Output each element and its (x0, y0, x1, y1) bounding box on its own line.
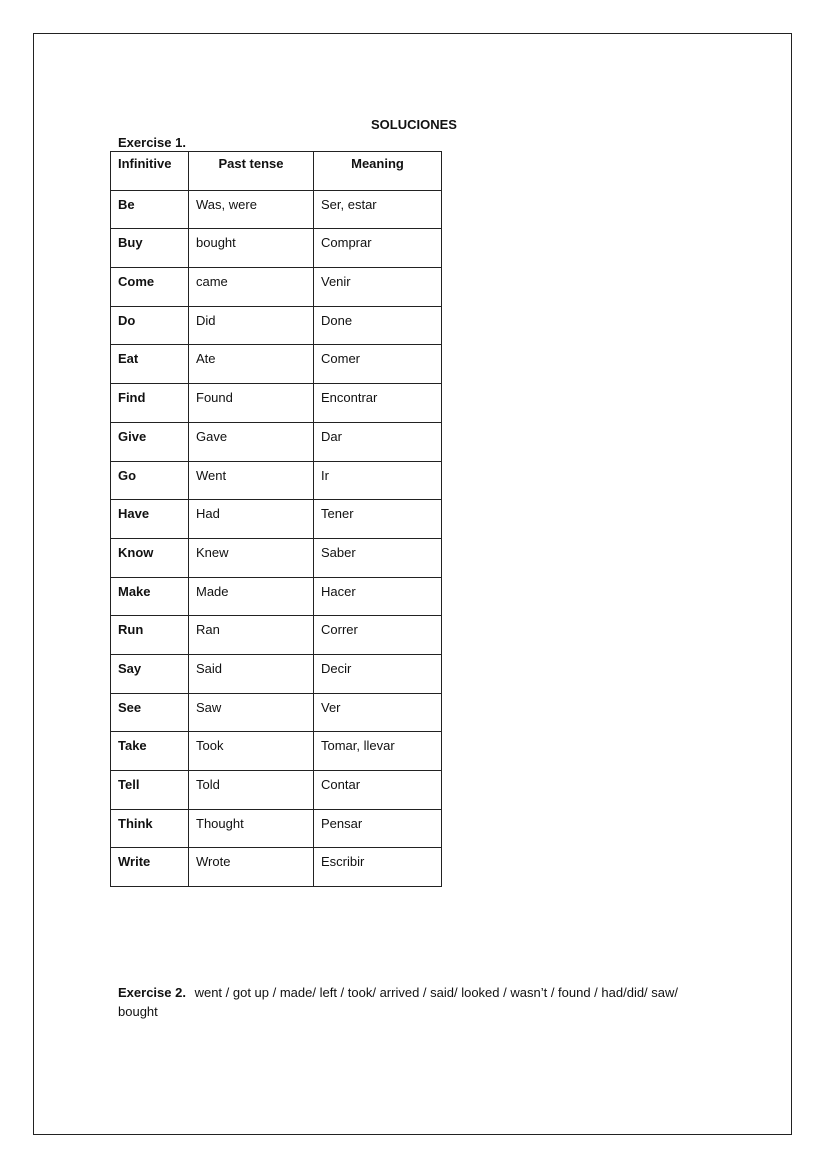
table-row (111, 616, 442, 655)
table-row (111, 345, 442, 384)
header-meaning: Meaning (314, 152, 442, 191)
table-row (111, 732, 442, 771)
meaning-cell: Ver (314, 693, 442, 732)
exercise1-label: Exercise 1. (118, 135, 186, 150)
infinitive-cell: Go (111, 461, 189, 500)
infinitive-cell: Write (111, 848, 189, 887)
infinitive-cell: Say (111, 654, 189, 693)
table-header-row (111, 152, 442, 191)
past-tense-cell: Ate (189, 345, 314, 384)
past-tense-cell: Told (189, 771, 314, 810)
meaning-cell: Ser, estar (314, 190, 442, 229)
past-tense-cell: Knew (189, 538, 314, 577)
meaning-cell: Tomar, llevar (314, 732, 442, 771)
infinitive-cell: Run (111, 616, 189, 655)
meaning-cell: Done (314, 306, 442, 345)
past-tense-cell: Took (189, 732, 314, 771)
table-row (111, 461, 442, 500)
infinitive-cell: Find (111, 384, 189, 423)
page-title-text: SOLUCIONES (371, 117, 457, 132)
past-tense-cell: bought (189, 229, 314, 268)
exercise2 (118, 983, 678, 1021)
infinitive-cell: Know (111, 538, 189, 577)
table-row (111, 577, 442, 616)
infinitive-cell: Take (111, 732, 189, 771)
table-row (111, 384, 442, 423)
meaning-cell: Contar (314, 771, 442, 810)
past-tense-cell: Did (189, 306, 314, 345)
header-infinitive: Infinitive (111, 152, 189, 191)
meaning-cell: Hacer (314, 577, 442, 616)
verb-table (110, 151, 442, 887)
meaning-cell: Escribir (314, 848, 442, 887)
meaning-cell: Decir (314, 654, 442, 693)
infinitive-cell: Do (111, 306, 189, 345)
exercise2-answers: went / got up / made/ left / took/ arrived / said/ looked / wasn’t / found / had/did/ saw/ bought (118, 985, 679, 1019)
infinitive-cell: Be (111, 190, 189, 229)
table-row (111, 190, 442, 229)
past-tense-cell: Was, were (189, 190, 314, 229)
meaning-cell: Correr (314, 616, 442, 655)
meaning-cell: Comer (314, 345, 442, 384)
verb-table-body (111, 190, 442, 886)
infinitive-cell: Think (111, 809, 189, 848)
past-tense-cell: Thought (189, 809, 314, 848)
page-title (0, 117, 828, 132)
table-row (111, 422, 442, 461)
meaning-cell: Venir (314, 268, 442, 307)
meaning-cell: Encontrar (314, 384, 442, 423)
past-tense-cell: Wrote (189, 848, 314, 887)
infinitive-cell: Buy (111, 229, 189, 268)
table-row (111, 809, 442, 848)
meaning-cell: Dar (314, 422, 442, 461)
past-tense-cell: Made (189, 577, 314, 616)
past-tense-cell: came (189, 268, 314, 307)
infinitive-cell: Eat (111, 345, 189, 384)
meaning-cell: Comprar (314, 229, 442, 268)
infinitive-cell: Give (111, 422, 189, 461)
table-row (111, 229, 442, 268)
table-row (111, 693, 442, 732)
meaning-cell: Tener (314, 500, 442, 539)
past-tense-cell: Found (189, 384, 314, 423)
table-row (111, 500, 442, 539)
meaning-cell: Ir (314, 461, 442, 500)
infinitive-cell: Make (111, 577, 189, 616)
past-tense-cell: Said (189, 654, 314, 693)
past-tense-cell: Gave (189, 422, 314, 461)
meaning-cell: Saber (314, 538, 442, 577)
past-tense-cell: Saw (189, 693, 314, 732)
exercise2-label: Exercise 2. (118, 985, 186, 1000)
infinitive-cell: See (111, 693, 189, 732)
infinitive-cell: Have (111, 500, 189, 539)
table-row (111, 306, 442, 345)
past-tense-cell: Had (189, 500, 314, 539)
table-row (111, 848, 442, 887)
meaning-cell: Pensar (314, 809, 442, 848)
table-row (111, 268, 442, 307)
past-tense-cell: Ran (189, 616, 314, 655)
table-row (111, 654, 442, 693)
past-tense-cell: Went (189, 461, 314, 500)
header-past-tense: Past tense (189, 152, 314, 191)
table-row (111, 538, 442, 577)
table-row (111, 771, 442, 810)
infinitive-cell: Tell (111, 771, 189, 810)
infinitive-cell: Come (111, 268, 189, 307)
